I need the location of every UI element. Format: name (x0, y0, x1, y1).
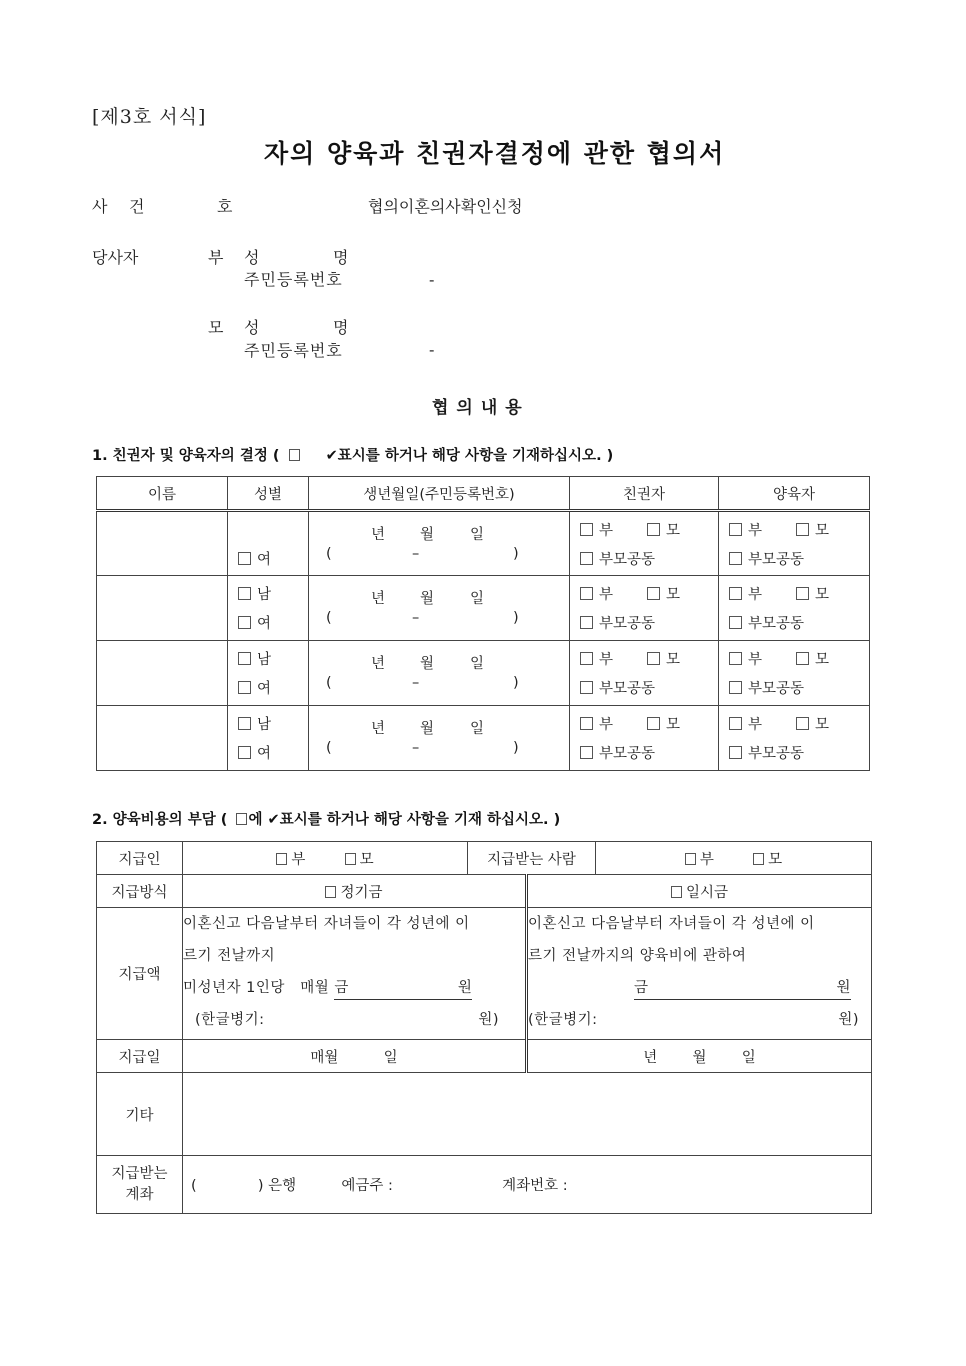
option-label: 모 (768, 851, 783, 868)
child-dob-cell[interactable] (309, 641, 570, 706)
amount-row (97, 908, 872, 1040)
option-label: 여 (257, 681, 272, 697)
lump-amount-input[interactable] (634, 977, 851, 1000)
year-label: 년 (371, 721, 386, 737)
child-row (97, 511, 870, 576)
checkbox[interactable] (796, 523, 809, 536)
korean-note-label: (한글병기: (528, 1012, 598, 1028)
option-label: 남 (257, 717, 272, 733)
child-name-input[interactable] (97, 511, 228, 576)
col-header-caretaker: 양육자 (719, 477, 870, 511)
mother-id-label: 주민등록번호 (244, 341, 343, 360)
father-name-label-2: 명 (333, 248, 349, 267)
account-label-line1: 지급받는 (111, 1165, 168, 1182)
option-mother[interactable] (796, 587, 829, 603)
option-label: 모 (815, 652, 830, 668)
option-joint[interactable] (580, 677, 655, 698)
mother-role: 모 (208, 318, 224, 337)
option-mother[interactable] (647, 523, 680, 539)
checkbox[interactable] (729, 523, 742, 536)
checkbox[interactable] (671, 886, 682, 898)
checkbox[interactable] (276, 853, 287, 865)
close-paren: ) (513, 675, 519, 691)
child-name-input[interactable] (97, 576, 228, 641)
day-label: 일 (470, 591, 485, 607)
open-paren: ( (326, 610, 332, 626)
checkbox[interactable] (729, 552, 742, 565)
checkbox[interactable] (753, 853, 764, 865)
option-mother[interactable] (796, 717, 829, 733)
option-label: 부모공동 (748, 746, 805, 762)
won-unit: 원 (457, 980, 473, 996)
caretaker-cell (719, 706, 870, 771)
periodic-amount-input[interactable] (334, 977, 472, 1000)
mother-name-label-1: 성 (244, 318, 260, 337)
option-father[interactable] (580, 717, 613, 733)
checkbox[interactable] (729, 746, 742, 759)
checkbox[interactable] (325, 886, 336, 898)
option-father[interactable] (580, 652, 613, 668)
gender-option[interactable] (238, 548, 271, 569)
section1-heading-suffix: ✔표시를 하거나 해당 사항을 기재하십시오. ) (325, 448, 614, 464)
amount-periodic (183, 908, 527, 1040)
gender-option[interactable] (238, 648, 271, 669)
case-label-1: 사 (92, 197, 108, 216)
caretaker-parent-options (729, 648, 829, 669)
option-joint[interactable] (580, 612, 655, 633)
checkbox[interactable] (580, 616, 593, 629)
account-label-line2: 계좌 (125, 1186, 154, 1203)
father-id-label: 주민등록번호 (244, 270, 343, 289)
payee-label: 지급받는 사람 (468, 842, 596, 875)
section2-heading-suffix: 에 ✔표시를 하거나 해당 사항을 기재 하십시오. ) (248, 812, 561, 828)
amount-lump-sum (527, 908, 872, 1040)
mother-name-label-2: 명 (333, 318, 349, 337)
gender-option[interactable] (238, 612, 271, 633)
checkbox-icon (289, 449, 300, 461)
father-role: 부 (208, 248, 224, 267)
child-dob-cell[interactable] (309, 511, 570, 576)
currency-prefix: 금 (634, 980, 649, 996)
option-father[interactable] (580, 587, 613, 603)
other-input[interactable] (183, 1073, 872, 1156)
option-father[interactable] (729, 587, 762, 603)
custody-table-header (97, 477, 870, 511)
checkbox[interactable] (647, 717, 660, 730)
custody-cell (570, 706, 719, 771)
option-label: 부모공동 (599, 616, 656, 632)
option-label: 모 (815, 587, 830, 603)
section1-heading (92, 444, 613, 465)
year-label: 년 (643, 1049, 658, 1066)
day-label: 일 (741, 1049, 756, 1066)
custody-cell (570, 641, 719, 706)
account-label (97, 1156, 183, 1214)
custody-table (96, 476, 870, 771)
payer-row (97, 842, 872, 875)
monthly-label: 매월 (310, 1049, 339, 1066)
checkbox[interactable] (580, 717, 593, 730)
option-label: 부 (748, 652, 763, 668)
option-label: 정기금 (340, 884, 383, 901)
open-paren: ( (326, 740, 332, 756)
checkbox[interactable] (647, 587, 660, 600)
payer-options (183, 842, 468, 875)
method-label: 지급방식 (97, 875, 183, 908)
option-label: 부 (599, 587, 614, 603)
periodic-prefix: 미성년자 1인당 매월 (183, 980, 330, 996)
checkbox[interactable] (238, 717, 251, 730)
id-dash: – (412, 740, 420, 756)
option-mother[interactable] (647, 652, 680, 668)
checkbox[interactable] (580, 652, 593, 665)
custody-cell (570, 511, 719, 576)
pay-date-lump-sum[interactable] (527, 1040, 872, 1073)
checkbox[interactable] (647, 523, 660, 536)
gender-option[interactable] (238, 742, 271, 763)
agreement-title: 협의내용 (432, 398, 530, 418)
korean-won: 원) (838, 1012, 859, 1028)
father-id-separator: - (429, 270, 435, 289)
checkbox[interactable] (238, 552, 251, 565)
checkbox[interactable] (796, 587, 809, 600)
payee-option-father[interactable] (685, 852, 714, 868)
option-label: 모 (666, 652, 681, 668)
checkbox[interactable] (647, 652, 660, 665)
lump-korean-line[interactable] (528, 1004, 871, 1036)
month-label: 월 (420, 656, 435, 672)
month-label: 월 (692, 1049, 707, 1066)
option-mother[interactable] (796, 652, 829, 668)
checkbox[interactable] (345, 853, 356, 865)
periodic-korean-line[interactable] (183, 1004, 525, 1036)
checkbox[interactable] (238, 746, 251, 759)
id-dash: – (412, 610, 420, 626)
option-label: 모 (666, 587, 681, 603)
periodic-text-line1: 이혼신고 다음날부터 자녀들이 각 성년에 이 (183, 916, 470, 932)
checkbox[interactable] (580, 523, 593, 536)
option-father[interactable] (580, 523, 613, 539)
close-paren: ) (513, 546, 519, 562)
payee-options (596, 842, 872, 875)
section1-heading-prefix: 1. 친권자 및 양육자의 결정 ( (92, 448, 280, 464)
option-label: 부 (599, 523, 614, 539)
checkbox[interactable] (729, 681, 742, 694)
option-label: 모 (815, 717, 830, 733)
option-label: 부 (291, 851, 306, 868)
periodic-text-line2: 르기 전날까지 (183, 948, 276, 964)
option-label: 여 (257, 552, 272, 568)
section2-heading-prefix: 2. 양육비용의 부담 ( (92, 812, 228, 828)
checkbox[interactable] (580, 681, 593, 694)
option-label: 모 (815, 523, 830, 539)
option-label: 부 (748, 717, 763, 733)
option-joint[interactable] (580, 548, 655, 569)
payer-label: 지급인 (97, 842, 183, 875)
year-label: 년 (371, 591, 386, 607)
month-label: 월 (420, 591, 435, 607)
option-mother[interactable] (796, 523, 829, 539)
child-row (97, 576, 870, 641)
other-row (97, 1073, 872, 1156)
col-header-custody: 친권자 (570, 477, 719, 511)
lump-text-line2: 르기 전날까지의 양육비에 관하여 (528, 948, 747, 964)
child-gender-cell (228, 511, 309, 576)
won-unit: 원 (836, 980, 851, 996)
option-mother[interactable] (647, 717, 680, 733)
parties-label: 당사자 (92, 248, 139, 267)
month-label: 월 (420, 721, 435, 737)
method-row (97, 875, 872, 908)
option-label: 부모공동 (599, 681, 656, 697)
other-label: 기타 (97, 1073, 183, 1156)
account-fields (183, 1156, 872, 1214)
checkbox[interactable] (238, 681, 251, 694)
day-label: 일 (470, 721, 485, 737)
case-label-3: 호 (217, 197, 233, 216)
month-label: 월 (420, 527, 435, 543)
id-dash: – (412, 546, 420, 562)
child-dob-cell[interactable] (309, 576, 570, 641)
option-joint[interactable] (729, 742, 804, 763)
option-label: 모 (666, 523, 681, 539)
option-mother[interactable] (647, 587, 680, 603)
checkbox[interactable] (729, 616, 742, 629)
bank-label: ) 은행 (257, 1178, 297, 1194)
option-label: 일시금 (685, 884, 729, 901)
gender-option[interactable] (238, 677, 271, 698)
child-dob-cell[interactable] (309, 706, 570, 771)
caretaker-cell (719, 511, 870, 576)
checkbox[interactable] (580, 746, 593, 759)
checkbox[interactable] (238, 587, 251, 600)
option-label: 여 (257, 746, 272, 762)
method-periodic[interactable] (183, 875, 527, 908)
open-paren: ( (326, 675, 332, 691)
account-holder-label: 예금주 : (341, 1178, 393, 1194)
option-label: 부모공동 (599, 746, 656, 762)
child-gender-cell (228, 576, 309, 641)
day-label: 일 (470, 656, 485, 672)
option-label: 여 (257, 616, 272, 632)
custody-parent-options (580, 519, 680, 540)
checkbox[interactable] (580, 552, 593, 565)
open-paren: ( (326, 546, 332, 562)
form-number: [제3호 서식] (92, 106, 207, 128)
option-label: 부모공동 (748, 552, 805, 568)
option-joint[interactable] (580, 742, 655, 763)
section2-heading (92, 808, 560, 829)
caretaker-parent-options (729, 583, 829, 604)
amount-label: 지급액 (97, 908, 183, 1040)
year-label: 년 (371, 656, 386, 672)
method-lump-sum[interactable] (527, 875, 872, 908)
account-row (97, 1156, 872, 1214)
periodic-amount-line (183, 972, 525, 1004)
child-row (97, 706, 870, 771)
checkbox[interactable] (685, 853, 696, 865)
payee-option-mother[interactable] (753, 852, 782, 868)
korean-won: 원) (478, 1012, 499, 1028)
child-name-input[interactable] (97, 706, 228, 771)
case-value: 협의이혼의사확인신청 (368, 197, 523, 216)
option-label: 부모공동 (599, 552, 656, 568)
custody-parent-options (580, 648, 680, 669)
case-label-2: 건 (129, 197, 145, 216)
caretaker-parent-options (729, 713, 829, 734)
child-name-input[interactable] (97, 641, 228, 706)
option-father[interactable] (729, 652, 762, 668)
option-label: 부 (699, 851, 714, 868)
day-label: 일 (470, 527, 485, 543)
custody-cell (570, 576, 719, 641)
option-label: 부모공동 (748, 616, 805, 632)
checkbox-icon (236, 813, 247, 825)
checkbox[interactable] (729, 717, 742, 730)
option-father[interactable] (729, 523, 762, 539)
payer-option-mother[interactable] (345, 852, 374, 868)
lump-text-line1: 이혼신고 다음날부터 자녀들이 각 성년에 이 (528, 916, 815, 932)
child-row (97, 641, 870, 706)
gender-option[interactable] (238, 713, 271, 734)
option-father[interactable] (729, 717, 762, 733)
pay-date-row (97, 1040, 872, 1073)
id-dash: – (412, 675, 420, 691)
child-gender-cell (228, 706, 309, 771)
year-label: 년 (371, 527, 386, 543)
mother-id-separator: - (429, 340, 435, 359)
caretaker-cell (719, 641, 870, 706)
option-label: 남 (257, 652, 272, 668)
checkbox[interactable] (729, 587, 742, 600)
col-header-gender: 성별 (228, 477, 309, 511)
child-gender-cell (228, 641, 309, 706)
option-label: 남 (257, 587, 272, 603)
col-header-name: 이름 (97, 477, 228, 511)
custody-parent-options (580, 583, 680, 604)
checkbox[interactable] (580, 587, 593, 600)
pay-date-periodic[interactable] (183, 1040, 527, 1073)
father-name-label-1: 성 (244, 248, 260, 267)
option-label: 부 (748, 523, 763, 539)
checkbox[interactable] (729, 652, 742, 665)
option-joint[interactable] (729, 677, 804, 698)
korean-note-label: (한글병기: (195, 1012, 265, 1028)
option-label: 모 (359, 851, 374, 868)
option-joint[interactable] (729, 612, 804, 633)
checkbox[interactable] (796, 717, 809, 730)
col-header-dob: 생년월일(주민등록번호) (309, 477, 570, 511)
custody-parent-options (580, 713, 680, 734)
option-joint[interactable] (729, 548, 804, 569)
option-label: 부 (599, 652, 614, 668)
close-paren: ) (513, 610, 519, 626)
childcare-cost-table (96, 841, 872, 1214)
bank-open-paren: ( (191, 1178, 197, 1194)
account-number-label: 계좌번호 : (502, 1178, 568, 1194)
checkbox[interactable] (238, 616, 251, 629)
option-label: 모 (666, 717, 681, 733)
document-title: 자의 양육과 친권자결정에 관한 협의서 (264, 139, 726, 168)
close-paren: ) (513, 740, 519, 756)
currency-prefix: 금 (334, 980, 349, 996)
option-label: 부모공동 (748, 681, 805, 697)
option-label: 부 (599, 717, 614, 733)
checkbox[interactable] (796, 652, 809, 665)
pay-date-label: 지급일 (97, 1040, 183, 1073)
caretaker-cell (719, 576, 870, 641)
gender-option[interactable] (238, 583, 271, 604)
lump-amount-line (528, 972, 871, 1004)
payer-option-father[interactable] (276, 852, 305, 868)
caretaker-parent-options (729, 519, 829, 540)
option-label: 부 (748, 587, 763, 603)
checkbox[interactable] (238, 652, 251, 665)
day-label: 일 (383, 1049, 398, 1066)
